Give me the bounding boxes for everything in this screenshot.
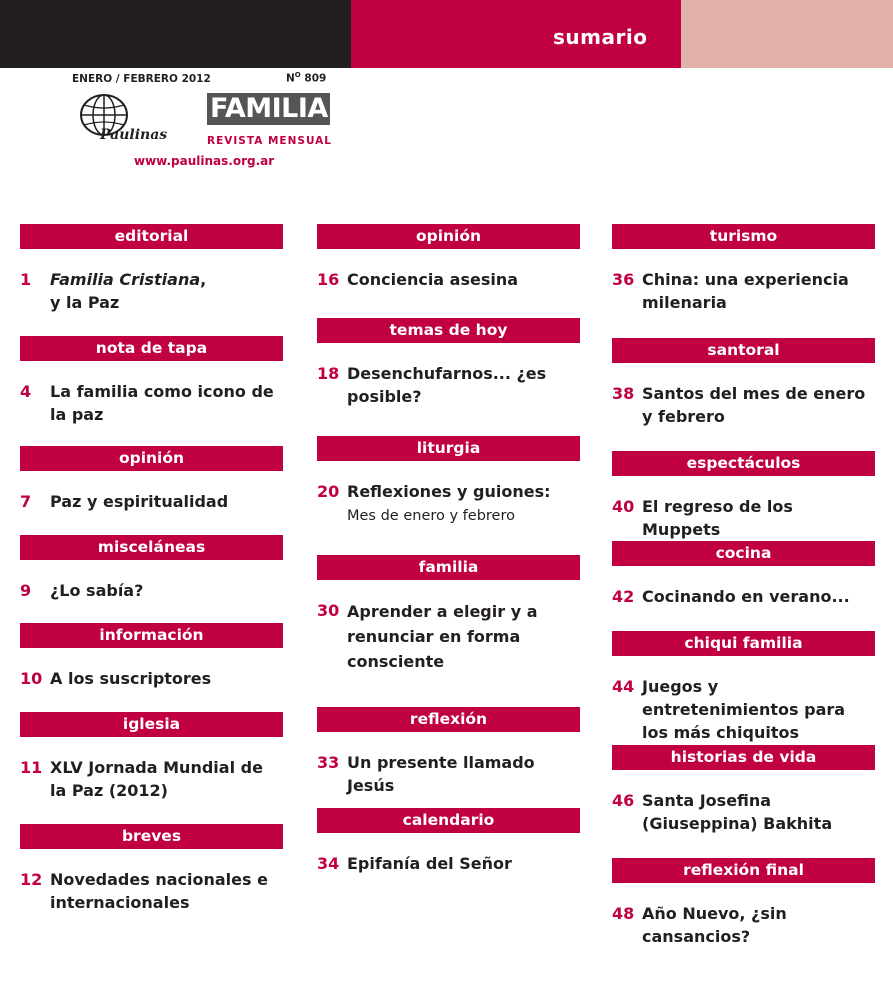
toc-entry[interactable] [20, 380, 283, 426]
toc-section [317, 318, 580, 408]
entry-title: Cocinando en verano... [642, 587, 850, 606]
toc-section [612, 745, 875, 835]
toc-entry[interactable] [20, 579, 283, 602]
entry-title: A los suscriptores [50, 669, 212, 688]
section-header: historias de vida [612, 745, 875, 770]
page-number: 7 [20, 492, 32, 511]
page-number: 16 [317, 270, 340, 289]
page-number: 12 [20, 870, 43, 889]
toc-section [612, 224, 875, 314]
issue-date: ENERO / FEBRERO 2012 [72, 73, 211, 85]
section-header: misceláneas [20, 535, 283, 560]
page-number: 44 [612, 677, 635, 696]
page-number: 11 [20, 758, 43, 777]
page-number: 33 [317, 753, 340, 772]
entry-title: Epifanía del Señor [347, 854, 512, 873]
entry-title: Santa Josefina (Giuseppina) Bakhita [642, 791, 833, 833]
page-number: 10 [20, 669, 43, 688]
toc-entry[interactable] [317, 480, 580, 528]
section-header: nota de tapa [20, 336, 283, 361]
page-number: 1 [20, 270, 32, 289]
toc-entry[interactable] [317, 599, 580, 674]
entry-title: Desenchufarnos... ¿es posible? [347, 364, 547, 406]
page-number: 20 [317, 482, 340, 501]
toc-section [317, 707, 580, 797]
toc-section [612, 631, 875, 744]
section-header: información [20, 623, 283, 648]
page-number: 9 [20, 581, 32, 600]
section-header: calendario [317, 808, 580, 833]
entry-title: China: una experiencia milenaria [642, 270, 849, 312]
toc-entry[interactable] [317, 268, 580, 291]
entry-title: Conciencia asesina [347, 270, 519, 289]
header-dark-band [0, 0, 351, 68]
toc-section [612, 541, 875, 608]
section-header: familia [317, 555, 580, 580]
toc-section [20, 712, 283, 802]
entry-title: Juegos y entretenimientos para los más chiquitos [642, 677, 846, 742]
section-header: opinión [317, 224, 580, 249]
entry-title: ¿Lo sabía? [50, 581, 144, 600]
section-header: liturgia [317, 436, 580, 461]
section-header: espectáculos [612, 451, 875, 476]
toc-section [20, 824, 283, 914]
section-header: cocina [612, 541, 875, 566]
publisher-logo-text: Paulinas [100, 127, 168, 143]
website-link[interactable]: www.paulinas.org.ar [134, 154, 275, 168]
entry-title: Santos del mes de enero y febrero [642, 384, 866, 426]
toc-entry[interactable] [317, 852, 580, 875]
section-header: opinión [20, 446, 283, 471]
magazine-subtitle: REVISTA MENSUAL [207, 135, 332, 147]
toc-entry[interactable] [612, 902, 875, 948]
toc-section [20, 623, 283, 690]
toc-entry[interactable] [612, 382, 875, 428]
entry-title: XLV Jornada Mundial de la Paz (2012) [50, 758, 263, 800]
magazine-logo: FAMILIA [207, 93, 330, 125]
toc-section [20, 446, 283, 513]
section-header: editorial [20, 224, 283, 249]
toc-entry[interactable] [612, 495, 875, 541]
header-pink-band [681, 0, 893, 68]
toc-section [612, 338, 875, 428]
entry-subtitle: Mes de enero y febrero [347, 508, 515, 524]
entry-title: Aprender a elegir y a renunciar en forma consciente [347, 602, 538, 671]
toc-entry[interactable] [20, 868, 283, 914]
page-number: 40 [612, 497, 635, 516]
entry-title: La familia como icono de la paz [50, 382, 274, 424]
toc-section [20, 336, 283, 426]
toc-section [317, 555, 580, 674]
section-header: breves [20, 824, 283, 849]
entry-title: Novedades nacionales e internacionales [50, 870, 268, 912]
toc-section [612, 451, 875, 541]
toc-entry[interactable] [20, 667, 283, 690]
toc-entry[interactable] [612, 268, 875, 314]
entry-title: Un presente llamado Jesús [347, 753, 535, 795]
issue-number: $N^O$ 809 [286, 71, 327, 85]
section-header: turismo [612, 224, 875, 249]
toc-entry[interactable] [20, 268, 283, 314]
page-number: 34 [317, 854, 340, 873]
toc-section [317, 436, 580, 528]
toc-section [317, 808, 580, 875]
page-number: 38 [612, 384, 635, 403]
section-header: reflexión [317, 707, 580, 732]
page-number: 42 [612, 587, 635, 606]
page-number: 18 [317, 364, 340, 383]
page-number: 36 [612, 270, 635, 289]
toc-section [20, 535, 283, 602]
section-header: santoral [612, 338, 875, 363]
toc-entry[interactable] [317, 751, 580, 797]
section-header: chiqui familia [612, 631, 875, 656]
toc-entry[interactable] [612, 585, 875, 608]
entry-title: Reflexiones y guiones: Mes de enero y febrero [347, 480, 580, 528]
toc-section [317, 224, 580, 291]
entry-title: Paz y espiritualidad [50, 492, 229, 511]
page-number: 4 [20, 382, 32, 401]
section-header: reflexión final [612, 858, 875, 883]
toc-section [612, 858, 875, 948]
toc-entry[interactable] [612, 789, 875, 835]
toc-entry[interactable] [20, 490, 283, 513]
page-title: sumario [553, 25, 648, 49]
page-number: 48 [612, 904, 635, 923]
section-header: iglesia [20, 712, 283, 737]
page-number: 30 [317, 601, 340, 620]
toc-section [20, 224, 283, 314]
entry-title: Familia Cristiana, y la Paz [50, 270, 207, 312]
toc-entry[interactable] [317, 362, 580, 408]
entry-title: Año Nuevo, ¿sin cansancios? [642, 904, 787, 946]
toc-entry[interactable] [612, 675, 875, 744]
toc-entry[interactable] [20, 756, 283, 802]
section-header: temas de hoy [317, 318, 580, 343]
page-number: 46 [612, 791, 635, 810]
entry-title: El regreso de los Muppets [642, 497, 793, 539]
